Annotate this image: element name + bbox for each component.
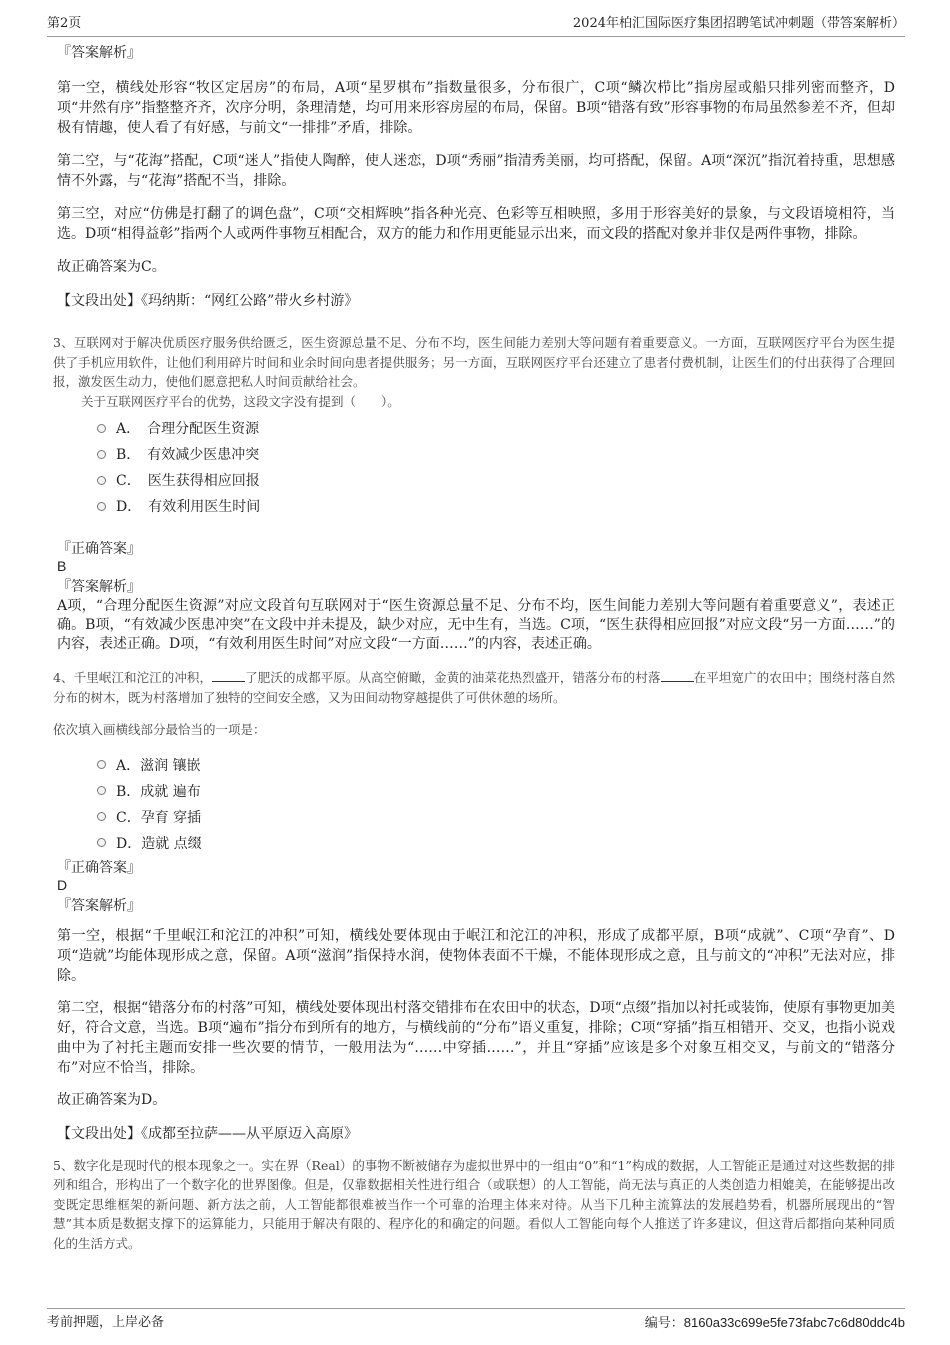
q5-stem: 5、数字化是现时代的根本现象之一。实在界（Real）的事物不断被储存为虚拟世界中的一组由“0”和“1”构成的数据，人工智能正是通过对这些数据的排列和组合，形构出了一个数字化的世界图像。但是，仅靠数据相关性进行组合（或联想）的人工智能，尚无法与真正的人类创造力相媲美，在能够提出改变既定思维框架的新问题、新方法之前，人工智能都很难被当作一个可靠的治理主体来对待。从当下几种主流算法的发展趋势看，机器所展现出的“智慧”其本质是数据支撑下的运算能力，只能用于解决有限的、程序化的和确定的问题。看似人工智能向每个人推送了许多建议，但这背后都指向某种同质化的生活方式。 bbox=[53, 1157, 895, 1251]
q3-option-d[interactable]: D． 有效利用医生时间 bbox=[97, 493, 895, 519]
q4-option-c[interactable]: C．孕育 穿插 bbox=[97, 804, 895, 830]
page-header bbox=[47, 14, 905, 37]
fill-blank-1 bbox=[212, 669, 245, 682]
radio-icon[interactable] bbox=[97, 476, 106, 485]
q4-stem: 4、千里岷江和沱江的冲积， 了肥沃的成都平原。从高空俯瞰，金黄的油菜花热烈盛开，错落分布的村落 在平坦宽广的农田中；围绕村落自然分布的树木，既为村落增加了独特的空间安全感，又为田间动物穿越提供了可供休憩的场所。 bbox=[53, 670, 895, 705]
radio-icon[interactable] bbox=[97, 812, 106, 821]
q3-correct-answer: B bbox=[57, 558, 67, 574]
q2-source: 【文段出处】《玛纳斯：“网红公路”带火乡村游》 bbox=[57, 293, 359, 309]
q4-analysis-p2: 第二空，根据“错落分布的村落”可知，横线处要体现出村落交错排布在农田中的状态，D项“点缀”指加以衬托或装饰，使原有事物更加美好，符合文意，当选。B项“遍布”指分布到所有的地方，与横线前的“分布”语义重复，排除；C项“穿插”指互相错开、交叉，也指小说戏曲中为了衬托主题而安排一些次要的情节，一般用法为“……中穿插……”，并且“穿插”应该是多个对象互相交叉，与前文的“错落分布”对应不恰当，排除。 bbox=[57, 999, 895, 1076]
q3-stem: 3、互联网对于解决优质医疗服务供给匮乏，医生资源总量不足、分布不均，医生间能力差别大等问题有着重要意义。一方面，互联网医疗平台为医生提供了手机应用软件，让他们利用碎片时间和业余时间向患者提供服务；另一方面，互联网医疗平台还建立了患者付费机制，让医生们的付出获得了合理回报，激发医生动力，使他们愿意把私人时间贡献给社会。 bbox=[53, 335, 895, 389]
radio-icon[interactable] bbox=[97, 424, 106, 433]
document-id: 编号：8160a33c699e5fe73fabc7c6d80ddc4b bbox=[644, 1315, 905, 1331]
q2-analysis-p1: 第一空，横线处形容“牧区定居房”的布局，A项“星罗棋布”指数量很多，分布很广，C项“鳞次栉比”指房屋或船只排列密而整齐，D项“井然有序”指整整齐齐，次序分明，条理清楚，均可用来形容房屋的布局，保留。B项“错落有致”形容事物的布局虽然参差不齐，但却极有情趣，使人看了有好感，与前文“一排排”矛盾，排除。 bbox=[57, 80, 895, 136]
footer-slogan: 考前押题，上岸必备 bbox=[47, 1315, 165, 1330]
page-number: 第2页 bbox=[47, 16, 82, 31]
page-footer bbox=[47, 1308, 905, 1335]
q4-question: 依次填入画横线部分最恰当的一项是： bbox=[53, 722, 266, 737]
radio-icon[interactable] bbox=[97, 838, 106, 847]
radio-icon[interactable] bbox=[97, 502, 106, 511]
q4-option-a[interactable]: A．滋润 镶嵌 bbox=[97, 752, 895, 778]
radio-icon[interactable] bbox=[97, 450, 106, 459]
q4-source: 【文段出处】《成都至拉萨——从平原迈入高原》 bbox=[57, 1125, 358, 1142]
q4-option-d[interactable]: D．造就 点缀 bbox=[97, 830, 895, 856]
q2-analysis-p3: 第三空，对应“仿佛是打翻了的调色盘”，C项“交相辉映”指各种光亮、色彩等互相映照，多用于形容美好的景象，与文段语境相符，当选。D项“相得益彰”指两个人或两件事物互相配合，双方的能力和作用更能显示出来，而文段的搭配对象并非仅是两件事物，排除。 bbox=[57, 206, 895, 242]
fill-blank-2 bbox=[661, 669, 694, 682]
q3-option-a[interactable]: A． 合理分配医生资源 bbox=[97, 415, 895, 441]
q3-option-c[interactable]: C． 医生获得相应回报 bbox=[97, 467, 895, 493]
q3-analysis: A项，“合理分配医生资源”对应文段首句互联网对于“医生资源总量不足、分布不均，医生间能力差别大等问题有着重要意义”，表述正确。B项，“有效减少医患冲突”在文段中并未提及，缺少对应，无中生有，当选。C项，“医生获得相应回报”对应文段“另一方面……”的内容，表述正确。D项，“有效利用医生时间”对应文段“一方面……”的内容，表述正确。 bbox=[57, 598, 895, 652]
q2-analysis-p2: 第二空，与“花海”搭配，C项“迷人”指使人陶醉，使人迷恋，D项“秀丽”指清秀美丽，均可搭配，保留。A项“深沉”指沉着持重，思想感情不外露，与“花海”搭配不当，排除。 bbox=[57, 153, 895, 189]
q3-question: 关于互联网医疗平台的优势，这段文字没有提到（ ）。 bbox=[81, 393, 400, 409]
radio-icon[interactable] bbox=[97, 760, 106, 769]
radio-icon[interactable] bbox=[97, 786, 106, 795]
document-title: 2024年柏汇国际医疗集团招聘笔试冲刺题（带答案解析） bbox=[572, 16, 905, 31]
q2-conclusion: 故正确答案为C。 bbox=[57, 259, 166, 275]
q4-correct-label: 『正确答案』 bbox=[57, 859, 141, 876]
q2-analysis-label: 『答案解析』 bbox=[57, 45, 141, 61]
q4-analysis-label: 『答案解析』 bbox=[57, 897, 141, 914]
q4-conclusion: 故正确答案为D。 bbox=[57, 1091, 167, 1108]
q4-option-b[interactable]: B．成就 遍布 bbox=[97, 778, 895, 804]
q3-correct-label: 『正确答案』 bbox=[57, 541, 141, 557]
q4-correct-answer: D bbox=[57, 876, 68, 893]
q3-option-b[interactable]: B． 有效减少医患冲突 bbox=[97, 441, 895, 467]
main-content bbox=[53, 42, 895, 1253]
q4-analysis-p1: 第一空，根据“千里岷江和沱江的冲积”可知，横线处要体现由于岷江和沱江的冲积，形成了成都平原，B项“成就”、C项“孕育”、D项“造就”均能体现形成之意，保留。A项“滋润”指保持水润，使物体表面不干燥，不能体现形成之意，且与前文的“冲积”无法对应，排除。 bbox=[57, 927, 895, 984]
q3-analysis-label: 『答案解析』 bbox=[57, 579, 141, 595]
